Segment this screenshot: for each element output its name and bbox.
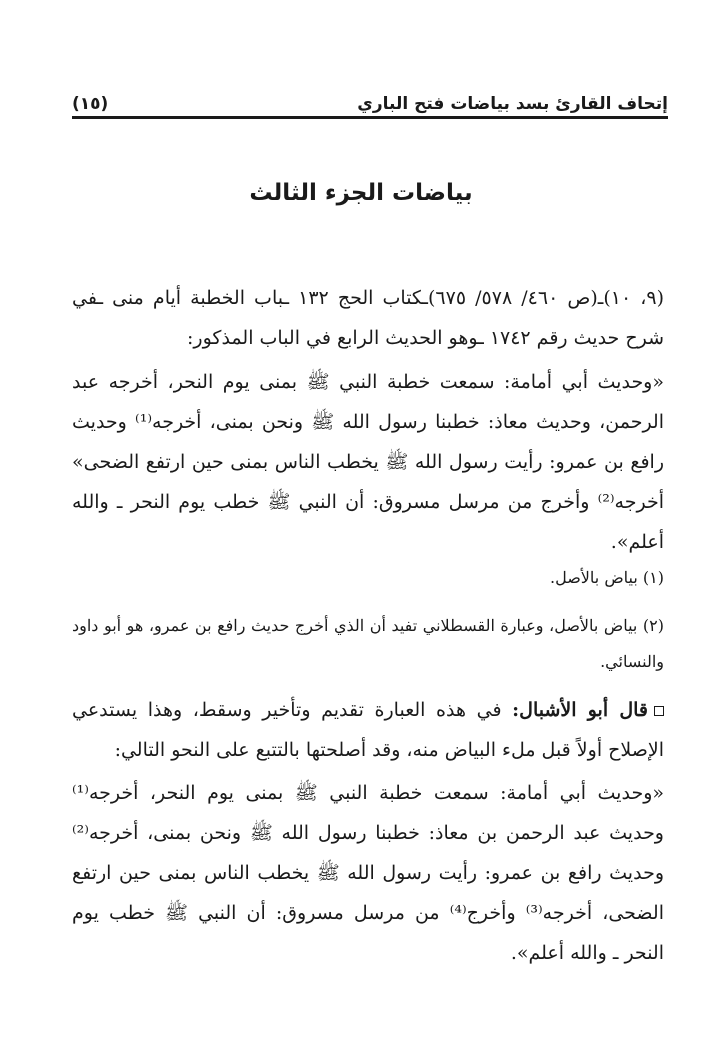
page-number: (١٥) — [72, 94, 109, 114]
paragraph-quote-corrected: «وحديث أبي أمامة: سمعت خطبة النبي ﷺ بمنى يوم النحر، أخرجه⁽¹⁾ وحديث عبد الرحمن بن معاذ: خطبنا رسول الله ﷺ ونحن بمنى، أخرجه⁽²⁾ وحديث رافع بن عمرو: رأيت رسول الله ﷺ يخطب الناس بمنى حين ارتفع الضحى، أخرجه⁽³⁾ وأخرج⁽⁴⁾ من مرسل مسروق: أن النبي ﷺ خطب يوم النحر ـ والله أعلم». — [72, 782, 664, 964]
paragraph-citation: (٩، ١٠)ـ(ص ٤٦٠/ ٥٧٨/ ٦٧٥)ـكتاب الحج ١٣٢ ـباب الخطبة أيام منى ـفي شرح حديث رقم ١٧٤٢ ـوهو الحديث الرابع في الباب المذكور: — [72, 287, 665, 349]
commentary-label: قال أبو الأشبال: — [512, 699, 648, 721]
paragraph-quote-original: «وحديث أبي أمامة: سمعت خطبة النبي ﷺ بمنى يوم النحر، أخرجه عبد الرحمن، وحديث معاذ: خطبنا رسول الله ﷺ ونحن بمنى، أخرجه⁽¹⁾ وحديث رافع بن عمرو: رأيت رسول الله ﷺ يخطب الناس بمنى حين ارتفع الضحى» أخرجه⁽²⁾ وأخرج من مرسل مسروق: أن النبي ﷺ خطب يوم النحر ـ والله أعلم». — [72, 371, 664, 553]
running-header — [72, 84, 668, 114]
header-rule — [72, 116, 668, 119]
book-title: إتحاف القارئ بسد بياضات فتح الباري — [357, 94, 668, 114]
footnote-2: (٢) بياض بالأصل، وعبارة القسطلاني تفيد أن الذي أخرج حديث رافع بن عمرو، هو أبو داود والنسائي. — [72, 616, 664, 671]
square-bullet-icon — [654, 706, 664, 716]
paragraph-commentary — [72, 690, 664, 770]
commentary-text: في هذه العبارة تقديم وتأخير وسقط، وهذا يستدعي الإصلاح أولاً قبل ملء البياض منه، وقد أصلحتها بالتتبع على النحو التالي: — [72, 699, 664, 761]
footnote-1: (١) بياض بالأصل. — [550, 568, 664, 587]
section-title: بياضات الجزء الثالث — [249, 180, 473, 206]
